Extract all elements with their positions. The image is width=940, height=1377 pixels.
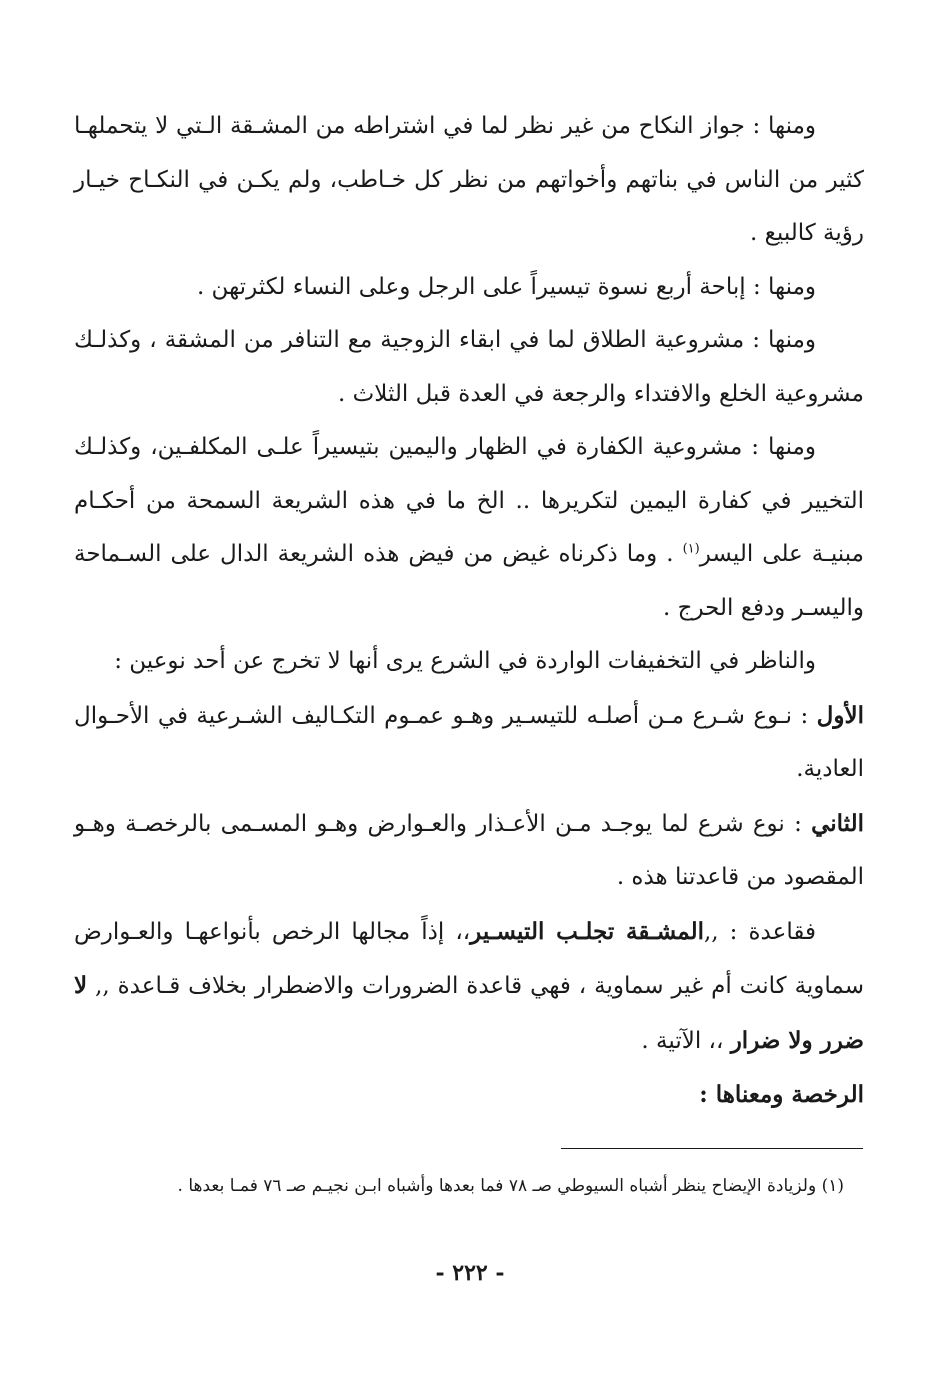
first-type-text: : نـوع شـرع مـن أصلـه للتيسـير وهـو عمـوم التكـاليف الشـرعية في الأحـوال العادية. <box>74 702 864 782</box>
footnote-divider <box>561 1148 863 1149</box>
paragraph-two-types-intro: والناظر في التخفيفات الواردة في الشرع يرى أنها لا تخرج عن أحد نوعين : <box>114 648 816 674</box>
second-type-label: الثاني <box>811 809 864 837</box>
section-heading-rukhsa: الرخصة ومعناها : <box>699 1081 864 1108</box>
paragraph-divorce: ومنها : مشروعية الطلاق لما في ابقاء الزوجية مع التنافر من المشقة ، وكذلـك مشروعية الخلع والافتداء والرجعة في العدة قبل الثلاث . <box>74 327 864 407</box>
paragraph-expiation-text: ومنها : مشروعية الكفارة في الظهار واليمين بتيسيراً علـى المكلفـين، وكذلـك التخيير في كفارة اليمين لتكريرها .. الخ ما في هذه الشريعة السمحة من أحكـام مبنيـة على اليسر <box>74 434 865 567</box>
paragraph-expiation-continuation: . وما ذكرناه غيض من فيض هذه الشريعة الدال على السـماحة واليسـر ودفع الحرج . <box>74 541 864 621</box>
second-type-text: : نوع شرع لما يوجـد مـن الأعـذار والعـوارض وهـو المسـمى بالرخصـة وهـو المقصود من قاعدتنا هذه . <box>74 810 864 890</box>
paragraph-maxim <box>74 905 864 1069</box>
page-number: - ٢٢٢ - <box>435 1260 505 1286</box>
maxim-text-b: ،، إذاً مجالها الرخص بأنواعهـا والعـوارض سماوية كانت أم غير سماوية ، فهي قاعدة الضرورات والاضطرار بخلاف قـاعدة ,, <box>74 918 864 999</box>
footnote-reference: (١) <box>682 541 700 557</box>
maxim-text-c: ،، الآتية . <box>641 1027 731 1054</box>
first-type-label: الأول <box>816 701 864 729</box>
paragraph-first-type <box>74 689 864 797</box>
maxim-no-harm: لا ضرر ولا ضرار <box>74 972 864 1054</box>
body-text <box>74 100 864 1122</box>
footnote <box>116 1160 844 1212</box>
paragraph-expiation <box>74 421 864 635</box>
maxim-text-a: فقاعدة : ,, <box>703 918 816 945</box>
maxim-hardship-brings-ease: المشـقة تجلـب التيسـير <box>470 917 704 945</box>
footnote-text: (١) ولزيادة الإيضاح ينظر أشباه السيوطي صـ ٧٨ فما بعدها وأشباه ابـن نجيـم صـ ٧٦ فمـا بعدها . <box>177 1176 844 1196</box>
paragraph-second-type <box>74 797 864 905</box>
paragraph-four-wives: ومنها : إباحة أربع نسوة تيسيراً على الرجل وعلى النساء لكثرتهن . <box>196 273 816 300</box>
paragraph-marriage-without-viewing: ومنها : جواز النكاح من غير نظر لما في اشتراطه من المشـقة الـتي لا يتحملهـا كثير من الناس في بناتهم وأخواتهم من نظر كل خـاطب، ولم يكـن في النكـاح خيـار رؤية كالبيع . <box>74 113 864 246</box>
